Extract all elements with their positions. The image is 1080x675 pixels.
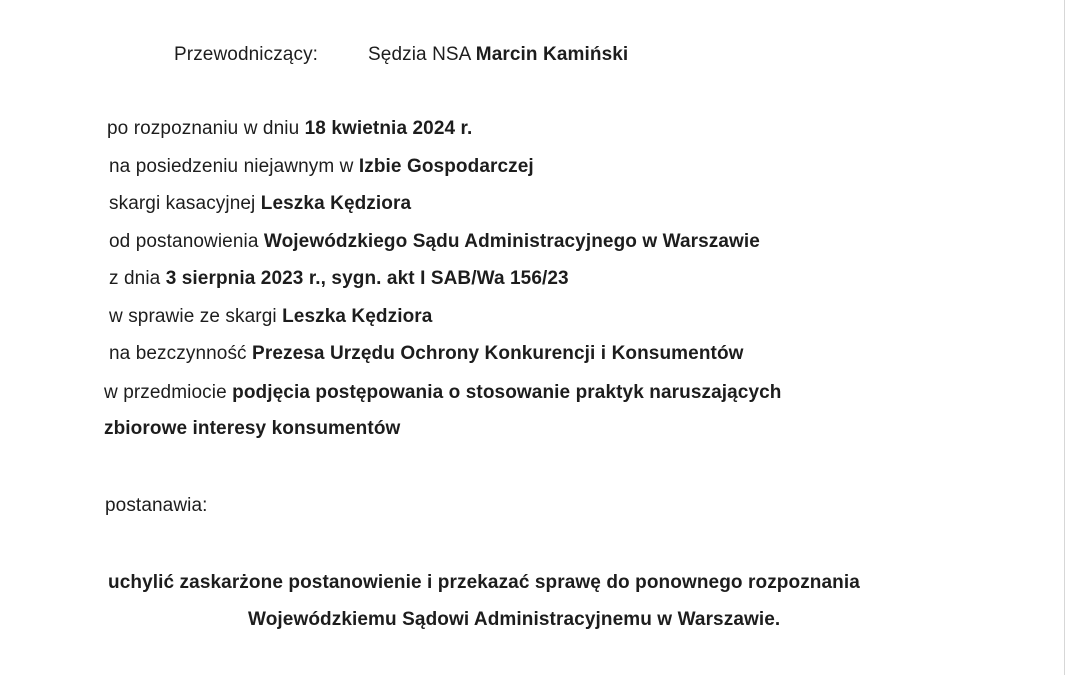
subject-line-1 <box>104 381 782 405</box>
ruling-line-1: uchylić zaskarżone postanowienie i przekazać sprawę do ponownego rozpoznania <box>108 572 860 593</box>
order-date-prefix: z dnia <box>109 268 161 289</box>
chair-label: Przewodniczący: <box>174 44 319 65</box>
appeal-line <box>109 192 411 216</box>
authority-name: Prezesa Urzędu Ochrony Konkurencji i Konsumentów <box>252 343 744 364</box>
order-line <box>109 230 760 254</box>
chair-value <box>368 43 628 67</box>
subject-line-2 <box>104 417 400 441</box>
complainant-name: Leszka Kędziora <box>282 306 433 327</box>
case-prefix: w sprawie ze skargi <box>109 306 277 327</box>
order-date-line <box>109 267 569 291</box>
ruling-line-2: Wojewódzkiemu Sądowi Administracyjnemu w Warszawie. <box>248 609 781 630</box>
court-name: Wojewódzkiego Sądu Administracyjnego w Warszawie <box>263 231 760 252</box>
session-line <box>109 155 534 179</box>
hearing-date: 18 kwietnia 2024 r. <box>304 118 473 139</box>
chair-name: Marcin Kamiński <box>475 44 629 65</box>
order-prefix: od postanowienia <box>109 231 259 252</box>
order-date-signature: 3 sierpnia 2023 r., sygn. akt I SAB/Wa 156/23 <box>165 268 569 289</box>
hearing-date-prefix: po rozpoznaniu w dniu <box>107 118 300 139</box>
decision-label: postanawia: <box>105 495 208 516</box>
appeal-prefix: skargi kasacyjnej <box>109 193 256 214</box>
hearing-date-line <box>107 117 472 141</box>
appellant-name: Leszka Kędziora <box>260 193 412 214</box>
subject-text-1: podjęcia postępowania o stosowanie praktyk naruszających <box>232 382 782 403</box>
inaction-line <box>109 342 744 366</box>
page-edge-divider <box>1064 0 1065 675</box>
chair-prefix: Sędzia NSA <box>368 44 471 65</box>
chamber-name: Izbie Gospodarczej <box>358 156 534 177</box>
session-prefix: na posiedzeniu niejawnym w <box>109 156 354 177</box>
case-line <box>109 305 432 329</box>
subject-prefix: w przedmiocie <box>104 382 227 403</box>
subject-text-2: zbiorowe interesy konsumentów <box>104 418 401 439</box>
inaction-prefix: na bezczynność <box>109 343 247 364</box>
